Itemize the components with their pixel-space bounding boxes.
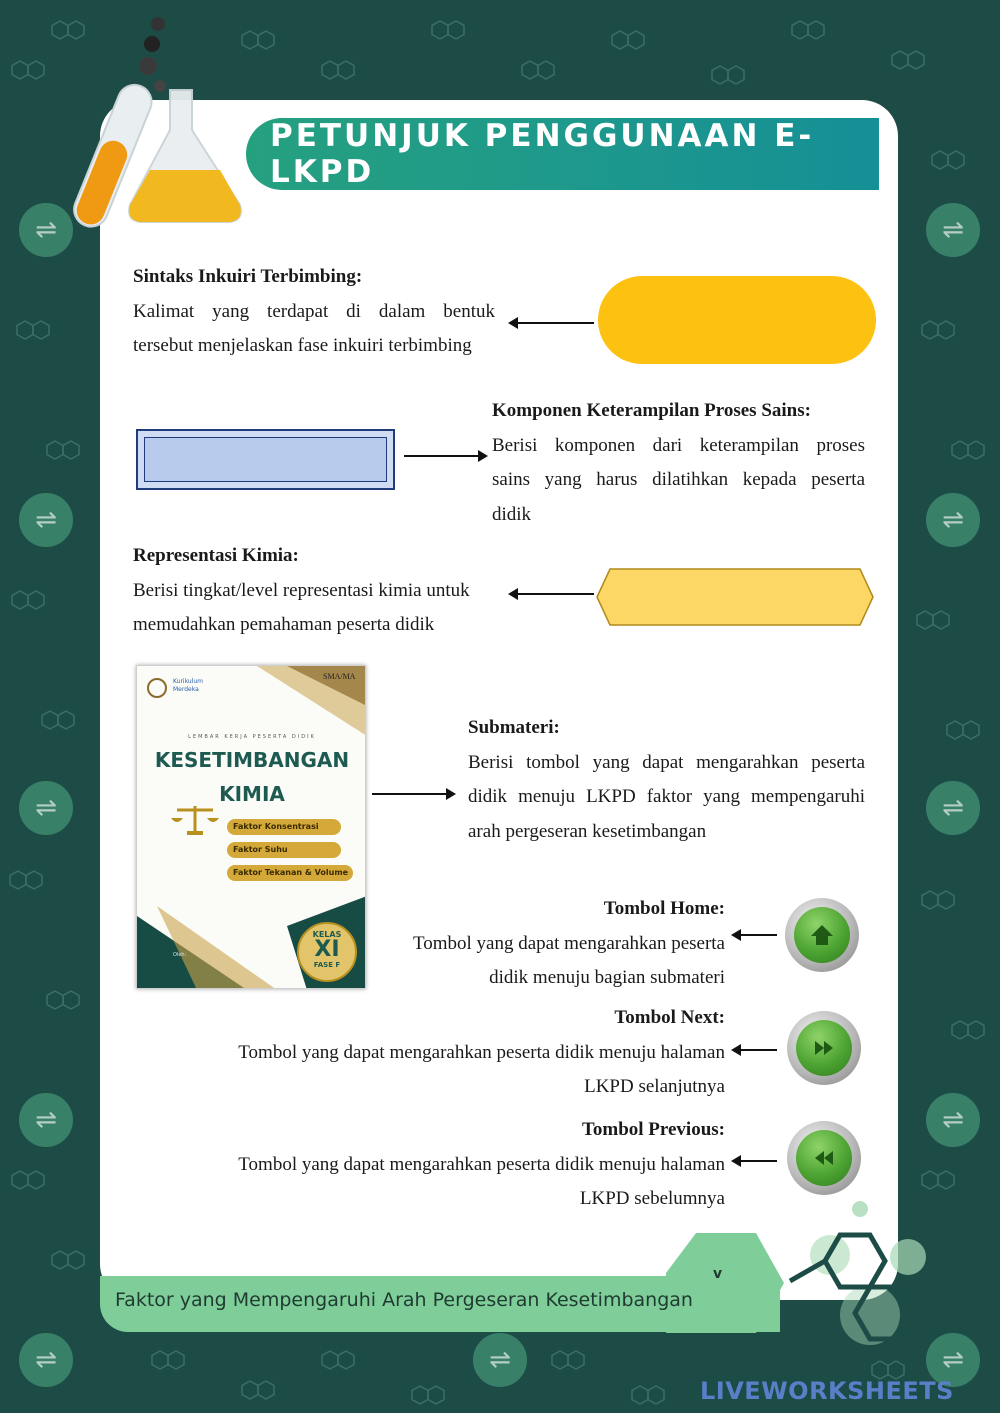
next-line2: LKPD selanjutnya <box>584 1076 725 1097</box>
kps-section <box>492 394 865 532</box>
sintaks-section <box>133 260 495 364</box>
representasi-line2: memudahkan pemahaman peserta didik <box>133 614 435 635</box>
representasi-arrow <box>510 593 594 595</box>
page-number: v <box>713 1266 723 1282</box>
previous-line1: Tombol yang dapat mengarahkan peserta didik menuju halaman <box>238 1153 725 1175</box>
sintaks-arrow <box>510 322 594 324</box>
representasi-section <box>133 539 503 643</box>
cover-button-suhu: Faktor Suhu <box>227 842 341 858</box>
home-section <box>300 892 725 996</box>
sintaks-heading: Sintaks Inkuiri Terbimbing: <box>133 266 363 287</box>
representasi-line1: Berisi tingkat/level representasi kimia untuk <box>133 579 470 601</box>
representasi-heading: Representasi Kimia: <box>133 545 299 566</box>
next-arrow <box>733 1049 777 1051</box>
cover-level: SMA/MA <box>323 672 356 681</box>
home-icon <box>809 922 835 948</box>
previous-line2: LKPD sebelumnya <box>579 1188 725 1209</box>
home-line2: didik menuju bagian submateri <box>489 967 725 988</box>
sintaks-yellow-pill <box>598 276 876 364</box>
home-button[interactable] <box>785 898 859 972</box>
sintaks-line1: Kalimat yang terdapat di dalam bentuk <box>133 300 495 322</box>
home-heading: Tombol Home: <box>603 898 725 919</box>
kps-arrow <box>404 455 486 457</box>
swap-icon: ⇌ <box>19 781 73 835</box>
swap-icon: ⇌ <box>19 203 73 257</box>
cover-kelas: XI <box>314 937 340 962</box>
home-line1: Tombol yang dapat mengarahkan peserta <box>412 932 725 954</box>
previous-heading: Tombol Previous: <box>581 1119 725 1140</box>
kps-line1: Berisi komponen dari keterampilan proses <box>492 434 865 456</box>
submateri-arrow <box>372 793 454 795</box>
next-button[interactable] <box>787 1011 861 1085</box>
cover-button-konsentrasi: Faktor Konsentrasi <box>227 819 341 835</box>
swap-icon: ⇌ <box>926 781 980 835</box>
cover-curriculum: Kurikulum Merdeka <box>173 678 203 693</box>
swap-icon: ⇌ <box>19 493 73 547</box>
kps-heading: Komponen Keterampilan Proses Sains: <box>492 400 811 421</box>
submateri-section <box>468 711 865 849</box>
sintaks-line2: tersebut menjelaskan fase inkuiri terbimbing <box>133 335 472 356</box>
swap-icon: ⇌ <box>19 1093 73 1147</box>
next-section <box>150 1001 725 1105</box>
next-icon <box>811 1035 837 1061</box>
swap-icon: ⇌ <box>926 203 980 257</box>
submateri-line2: didik menuju LKPD faktor yang mempengaruhi <box>468 786 865 807</box>
kps-line3: didik <box>492 503 532 525</box>
submateri-line1: Berisi tombol yang dapat mengarahkan peserta <box>468 751 865 773</box>
molecule-icon <box>780 1195 930 1355</box>
previous-arrow <box>733 1160 777 1162</box>
cover-title2: KIMIA <box>219 782 285 806</box>
cover-subtitle: LEMBAR KERJA PESERTA DIDIK <box>188 734 316 740</box>
previous-section <box>150 1113 725 1217</box>
submateri-line3: arah pergeseran kesetimbangan <box>468 820 707 842</box>
cover-fase: FASE F <box>313 961 341 969</box>
cover-kelas-label: KELAS <box>312 930 342 939</box>
representasi-hexagon-shape <box>596 568 874 626</box>
swap-icon: ⇌ <box>19 1333 73 1387</box>
footer-text: Faktor yang Mempengaruhi Arah Pergeseran Kesetimbangan <box>115 1289 693 1311</box>
home-arrow <box>733 934 777 936</box>
kps-line2: sains yang harus dilatihkan kepada peserta <box>492 469 865 490</box>
swap-icon: ⇌ <box>926 493 980 547</box>
cover-author-label: Oleh: <box>173 952 187 958</box>
kps-blue-box <box>136 429 395 490</box>
previous-icon <box>811 1145 837 1171</box>
swap-icon: ⇌ <box>926 1333 980 1387</box>
footer-tab-shape <box>666 1233 784 1333</box>
next-heading: Tombol Next: <box>614 1007 725 1028</box>
previous-button[interactable] <box>787 1121 861 1195</box>
watermark: LIVEWORKSHEETS <box>700 1377 954 1405</box>
balance-scale-icon <box>171 806 219 835</box>
cover-title1: KESETIMBANGAN <box>154 748 350 772</box>
swap-icon: ⇌ <box>473 1333 527 1387</box>
cover-button-tekanan: Faktor Tekanan & Volume <box>227 865 353 881</box>
title-banner <box>246 118 879 190</box>
submateri-heading: Submateri: <box>468 717 560 738</box>
page-title: PETUNJUK PENGGUNAAN E-LKPD <box>270 118 815 190</box>
flask-icon <box>70 10 260 240</box>
swap-icon: ⇌ <box>926 1093 980 1147</box>
next-line1: Tombol yang dapat mengarahkan peserta didik menuju halaman <box>238 1041 725 1063</box>
